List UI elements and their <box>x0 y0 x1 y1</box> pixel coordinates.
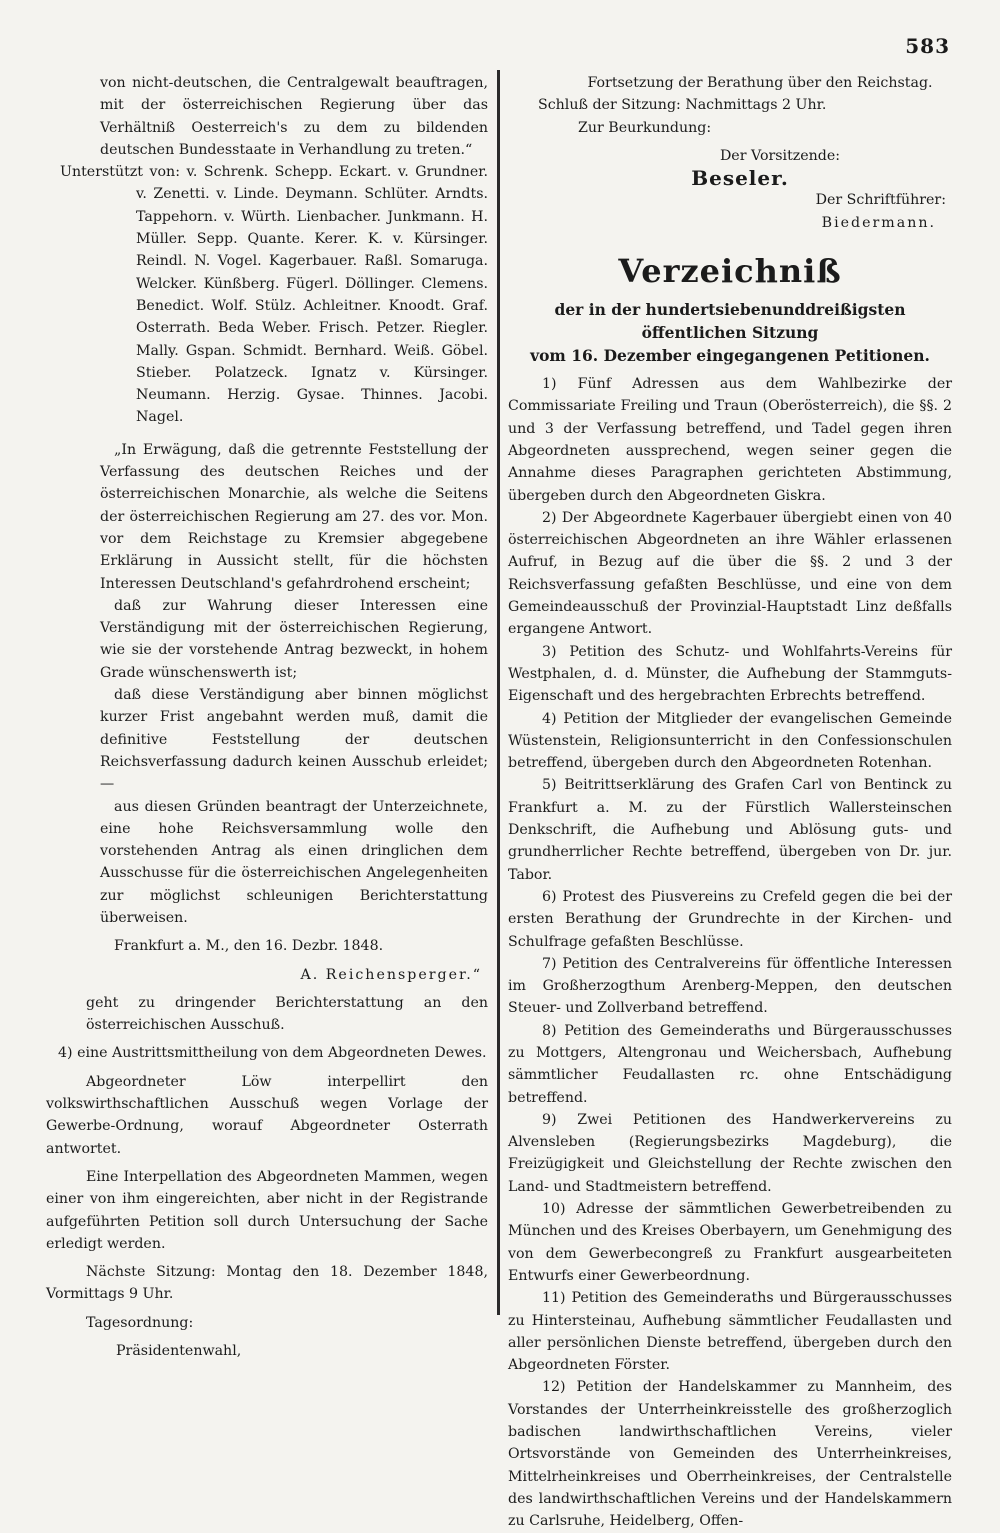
agenda-label: Tagesordnung: <box>86 1314 194 1331</box>
petition-7: 7) Petition des Centralvereins für öffentliche Interessen im Großherzogthum Arenberg-Meppen, den deutschen Steuer- und Zollverband betreffend. <box>508 955 952 1017</box>
chair-label: Der Vorsitzende: <box>719 147 841 164</box>
secretary-name: Biedermann. <box>821 214 936 231</box>
session-close: Schluß der Sitzung: Nachmittags 2 Uhr. <box>538 97 827 114</box>
signature: A. Reichensperger.“ <box>300 966 482 983</box>
motion-end: von nicht-deutschen, die Centralgewalt beauftragen, mit der österreichischen Regierung über das Verhältniß Oesterreich's zu dem zu bildenden deutschen Bundesstaate in Verhandlung zu treten.“ <box>100 75 488 158</box>
agenda-continuation: Fortsetzung der Berathung über den Reichstag. <box>587 75 933 91</box>
petition-12: 12) Petition der Handelskammer zu Mannheim, des Vorstandes der Unterrheinkreisstelle des großherzoglich badischen landwirthschaftlichen Vereins, vieler Ortsvorstände von Gemeinden des Unterrheinkreises, Mittelrheinkreises und Oberrheinkreises, der Centralstelle des landwirthschaftlichen Vereins und der Handelskammern zu Carlsruhe, Heidelberg, Offen- <box>508 1379 952 1530</box>
motion-paragraph-2: daß zur Wahrung dieser Interessen eine Verständigung mit der österreichischen Regierung, wie sie der vorstehende Antrag bezweckt, in hohem Grade wünschenswerth ist; <box>100 597 488 681</box>
chair-name: Beseler. <box>691 166 789 191</box>
motion-paragraph-1: „In Erwägung, daß die getrennte Feststellung der Verfassung des deutschen Reiches und der österreichischen Monarchie, als welche die Seitens der österreichischen Regierung am 27. des vor. Mon. vor dem Reichstage zu Kremsier abgegebene Erklärung in Aussicht stellt, für die höchsten Interessen Deutschland's gefahrdrohend erscheint; <box>100 441 488 592</box>
next-session: Nächste Sitzung: Montag den 18. Dezember 1848, Vormittags 9 Uhr. <box>46 1264 488 1303</box>
page-number: 583 <box>905 34 950 58</box>
petition-8: 8) Petition des Gemeinderaths und Bürgerausschusses zu Mottgers, Altengronau und Weichersbach, Aufhebung sämmtlicher Feudallasten rc. ohne Entschädigung betreffend. <box>508 1022 952 1106</box>
column-divider <box>497 70 500 1315</box>
petition-11: 11) Petition des Gemeinderaths und Bürgerausschusses zu Hintersteinau, Aufhebung sämmtlicher Feudallasten und aller persönlichen Dienste betreffend, übergeben durch den Abgeordneten Förster. <box>508 1290 952 1374</box>
interpellation-loew: Abgeordneter Löw interpellirt den volkswirthschaftlichen Ausschuß wegen Vorlage der Gewerbe-Ordnung, worauf Abgeordneter Osterrath antwortet. <box>46 1073 488 1157</box>
petition-3: 3) Petition des Schutz- und Wohlfahrts-Vereins für Westphalen, d. d. Münster, die Aufhebung der Stammguts-Eigenschaft und des hergebrachten Erbrechts betreffend. <box>508 643 952 705</box>
petition-6: 6) Protest des Piusvereins zu Crefeld gegen die bei der ersten Berathung der Grundrechte in der Kirchen- und Schulfrage gefaßten Beschlüsse. <box>508 888 952 950</box>
place-date: Frankfurt a. M., den 16. Dezbr. 1848. <box>114 938 384 955</box>
list-subheading-2: vom 16. Dezember eingegangenen Petitionen. <box>530 346 930 366</box>
petition-2: 2) Der Abgeordnete Kagerbauer übergiebt einen von 40 österreichischen Abgeordneten an ihre Wähler erlassenen Aufruf, in Bezug auf die über die §§. 2 und 3 der Reichsverfassung gefaßten Beschlüsse, und eine von dem Gemeindeausschuß der Provinzial-Hauptstadt Linz deßfalls ergangene Antwort. <box>508 509 952 638</box>
referral: geht zu dringender Berichterstattung an den österreichischen Ausschuß. <box>86 994 488 1034</box>
supporters-list: Unterstützt von: v. Schrenk. Schepp. Eckart. v. Grundner. v. Zenetti. v. Linde. Deymann. Schlüter. Arndts. Tappehorn. v. Würth. Lienbacher. Junkmann. H. Müller. Sepp. Quante. Kerer. K. v. Kürsinger. Reindl. N. Vogel. Kagerbauer. Raßl. Somaruga. Welcker. Künßberg. Fügerl. Döllinger. Clemens. Benedict. Wolf. Stülz. Achleitner. Knoodt. Graf. Osterrath. Beda Weber. Frisch. Petzer. Riegler. Mally. Gspan. Schmidt. Bernhard. Weiß. Göbel. Stieber. Polatzeck. Ignatz v. Kürsinger. Neumann. Herzig. Gysae. Thinnes. Jacobi. Nagel. <box>60 164 488 426</box>
left-column <box>46 72 488 1362</box>
list-subheading-1: der in der hundertsiebenunddreißigsten öffentlichen Sitzung <box>554 300 906 343</box>
petition-9: 9) Zwei Petitionen des Handwerkervereins zu Alvensleben (Regierungsbezirks Magdeburg), die Freizügigkeit und Gleichstellung der Rechte zwischen den Land- und Stadtmeistern betreffend. <box>508 1111 952 1195</box>
petition-1: 1) Fünf Adressen aus dem Wahlbezirke der Commissariate Freiling und Traun (Oberösterreich), die §§. 2 und 3 der Verfassung betreffend, und Tadel gegen ihren Abgeordneten aussprechend, wegen seiner gegen die Annahme dieses Paragraphen gerichteten Abstimmung, übergeben durch den Abgeordneten Giskra. <box>508 376 952 504</box>
secretary-label: Der Schriftführer: <box>815 192 946 209</box>
petition-5: 5) Beitrittserklärung des Grafen Carl von Bentinck zu Frankfurt a. M. zu der Fürstlich Wallersteinschen Denkschrift, die Aufhebung und Ablösung guts- und grundherrlicher Rechte betreffend, übergeben von Dr. jur. Tabor. <box>508 777 952 883</box>
motion-paragraph-4: aus diesen Gründen beantragt der Unterzeichnete, eine hohe Reichsversammlung wolle den vorstehenden Antrag als einen dringlichen dem Ausschusse für die österreichischen Angelegenheiten zur möglichst schleunigen Berichterstattung überweisen. <box>100 798 488 926</box>
interpellation-mammen: Eine Interpellation des Abgeordneten Mammen, wegen einer von ihm eingereichten, aber nicht in der Registrande aufgeführten Petition soll durch Untersuchung der Sache erledigt werden. <box>46 1168 488 1252</box>
attestation: Zur Beurkundung: <box>578 119 712 136</box>
petition-10: 10) Adresse der sämmtlichen Gewerbetreibenden zu München und des Kreises Oberbayern, um Genehmigung des von dem Gewerbecongreß zu Frankfurt ausgearbeiteten Entwurfs einer Gewerbeordnung. <box>508 1201 952 1284</box>
list-heading: Verzeichniß <box>618 252 842 291</box>
item-4: 4) eine Austrittsmittheilung von dem Abgeordneten Dewes. <box>58 1045 487 1062</box>
petition-4: 4) Petition der Mitglieder der evangelischen Gemeinde Wüstenstein, Religionsunterricht in den Confessionschulen betreffend, übergeben durch den Abgeordneten Rotenhan. <box>508 710 952 772</box>
right-column <box>508 72 952 1533</box>
agenda-item: Präsidentenwahl, <box>116 1343 242 1360</box>
motion-paragraph-3: daß diese Verständigung aber binnen möglichst kurzer Frist angebahnt werden muß, damit die definitive Feststellung der deutschen Reichsverfassung dadurch keinen Ausschub erleidet; — <box>100 687 488 793</box>
